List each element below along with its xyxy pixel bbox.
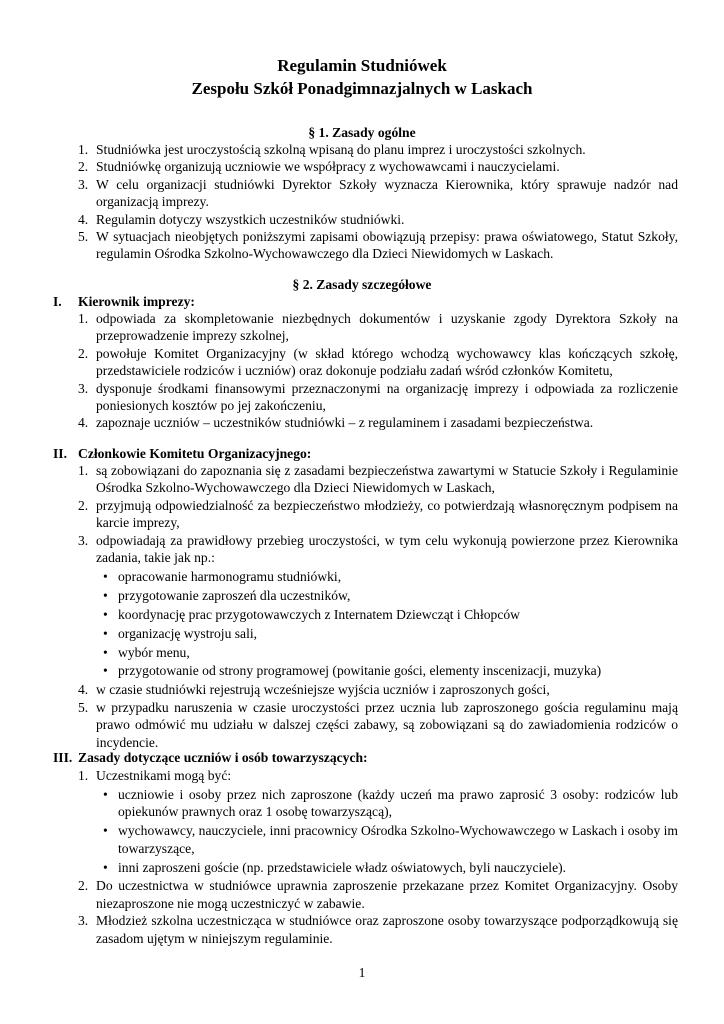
bullet-item: • inni zaproszeni goście (np. przedstawiciele władz oświatowych, byli nauczyciele). bbox=[103, 859, 567, 875]
doc-title-line2: Zespołu Szkół Ponadgimnazjalnych w Laskach bbox=[191, 79, 533, 98]
part3-list bbox=[78, 767, 678, 947]
bullet-icon: • bbox=[103, 823, 108, 839]
bullet-icon: • bbox=[103, 625, 108, 641]
part3-heading: III. Zasady dotyczące uczniów i osób towarzyszących: bbox=[53, 750, 368, 765]
bullet-item: • wybór menu, bbox=[103, 644, 190, 660]
section1-heading: § 1. Zasady ogólne bbox=[308, 125, 416, 140]
bullet-icon: • bbox=[103, 568, 108, 584]
bullet-item: • przygotowanie od strony programowej (powitanie gości, elementy inscenizacji, muzyka) bbox=[103, 663, 602, 679]
list-item: 3. dysponuje środkami finansowymi przeznaczonymi na organizację imprezy i odpowiada za rozliczenie poniesionych kosztów po jej zakończeniu, bbox=[78, 380, 678, 414]
list-item: 5. W sytuacjach nieobjętych poniższymi zapisami obowiązują przepisy: prawa oświatowego, Statut Szkoły, regulamin Ośrodka Szkolno-Wychowawczego dla Dzieci Niewidomych w Laskach. bbox=[78, 229, 678, 262]
bullet-item: • uczniowie i osoby przez nich zaproszone (każdy uczeń ma prawo zaprosić 3 osoby: rodziców lub opiekunów prawnych oraz 1 osobę towarzyszącą), bbox=[103, 786, 678, 820]
bullet-item: • wychowawcy, nauczyciele, inni pracownicy Ośrodka Szkolno-Wychowawczego w Laskach i osoby im towarzyszące, bbox=[103, 823, 678, 856]
bullet-icon: • bbox=[103, 859, 108, 875]
section2-heading: § 2. Zasady szczegółowe bbox=[292, 277, 432, 292]
bullet-icon: • bbox=[103, 587, 108, 603]
bullet-item: • opracowanie harmonogramu studniówki, bbox=[103, 568, 342, 584]
section1-list bbox=[78, 141, 678, 263]
part2-heading: II. Członkowie Komitetu Organizacyjnego: bbox=[53, 446, 312, 461]
doc-title-line1: Regulamin Studniówek bbox=[277, 56, 447, 75]
part3-bullet-list bbox=[96, 786, 678, 876]
part1-list bbox=[78, 310, 678, 432]
list-item: 2. powołuje Komitet Organizacyjny (w skład którego wchodzą wychowawcy klas kończących szkołę, przedstawiciele rodziców i uczniów) oraz dokonuje podziału zadań wśród członków Komitetu, bbox=[78, 345, 678, 379]
bullet-item: • przygotowanie zaproszeń dla uczestników, bbox=[103, 587, 351, 603]
list-item: 2. Studniówkę organizują uczniowie we współpracy z wychowawcami i nauczycielami. bbox=[78, 159, 560, 175]
list-item: 4. zapoznaje uczniów – uczestników studniówki – z regulaminem i zasadami bezpieczeństwa. bbox=[78, 415, 594, 431]
page-number: 1 bbox=[358, 965, 366, 980]
list-item: 3. odpowiadają za prawidłowy przebieg uroczystości, w tym celu wykonują powierzone przez Kierownika zadania, takie jak np.: • opracowanie harmonogramu studniówki, • przygotowanie zaproszeń dla uczestników, • koordynację prac przygotowawczych z Internatem Dziewcząt i Chłopców • organizację wystroju sali, • wybór menu, • przygotowanie od strony programowej (powitanie gości, elementy inscenizacji, muzyka) bbox=[78, 532, 678, 679]
list-item: 2. przyjmują odpowiedzialność za bezpieczeństwo młodzieży, co potwierdzają własnoręcznym podpisem na karcie imprezy, bbox=[78, 497, 678, 531]
bullet-icon: • bbox=[103, 644, 108, 660]
list-item: 1. Studniówka jest uroczystością szkolną wpisaną do planu imprez i uroczystości szkolnych. bbox=[78, 142, 586, 157]
bullet-icon: • bbox=[103, 606, 108, 622]
list-item: 3. Młodzież szkolna uczestnicząca w studniówce oraz zaproszone osoby towarzyszące podporządkowują się zasadom ujętym w niniejszym regulaminie. bbox=[78, 913, 678, 946]
bullet-item: • organizację wystroju sali, bbox=[103, 625, 258, 641]
part2-bullet-list bbox=[96, 568, 678, 680]
part2-list bbox=[78, 462, 678, 751]
list-item: 3. W celu organizacji studniówki Dyrektor Szkoły wyznacza Kierownika, który sprawuje nadzór nad organizacją imprezy. bbox=[78, 176, 678, 210]
list-item: 1. Uczestnikami mogą być: • uczniowie i osoby przez nich zaproszone (każdy uczeń ma prawo zaprosić 3 osoby: rodziców lub opiekunów prawnych oraz 1 osobę towarzyszącą), • wychowawcy, nauczyciele, inni pracownicy Ośrodka Szkolno-Wychowawczego w Laskach i osoby im towarzyszące, • inni zaproszeni goście (np. przedstawiciele władz oświatowych, byli nauczyciele). bbox=[78, 768, 678, 875]
list-item: 4. w czasie studniówki rejestrują wcześniejsze wyjścia uczniów i zaproszonych gości, bbox=[78, 682, 550, 698]
part1-heading: I. Kierownik imprezy: bbox=[53, 294, 195, 309]
list-item: 2. Do uczestnictwa w studniówce uprawnia zaproszenie przekazane przez Komitet Organizacyjny. Osoby niezaproszone nie mogą uczestniczyć w zabawie. bbox=[78, 878, 678, 911]
list-item: 4. Regulamin dotyczy wszystkich uczestników studniówki. bbox=[78, 211, 405, 227]
list-item: 1. są zobowiązani do zapoznania się z zasadami bezpieczeństwa zawartymi w Statucie Szkoły i Regulaminie Ośrodka Szkolno-Wychowawczego dla Dzieci Niewidomych w Laskach, bbox=[78, 463, 678, 496]
bullet-icon: • bbox=[103, 786, 108, 802]
list-item: 5. w przypadku naruszenia w czasie uroczystości przez ucznia lub zaproszonego gościa regulaminu mają prawo odmówić mu udziału w dalszej części zabawy, są zobowiązani są do zawiadomienia rodziców o incydencie. bbox=[78, 699, 678, 750]
bullet-item: • koordynację prac przygotowawczych z Internatem Dziewcząt i Chłopców bbox=[103, 606, 520, 622]
list-item: 1. odpowiada za skompletowanie niezbędnych dokumentów i uzyskanie zgody Dyrektora Szkoły na przeprowadzenie imprezy szkolnej, bbox=[78, 311, 678, 344]
bullet-icon: • bbox=[103, 663, 108, 679]
